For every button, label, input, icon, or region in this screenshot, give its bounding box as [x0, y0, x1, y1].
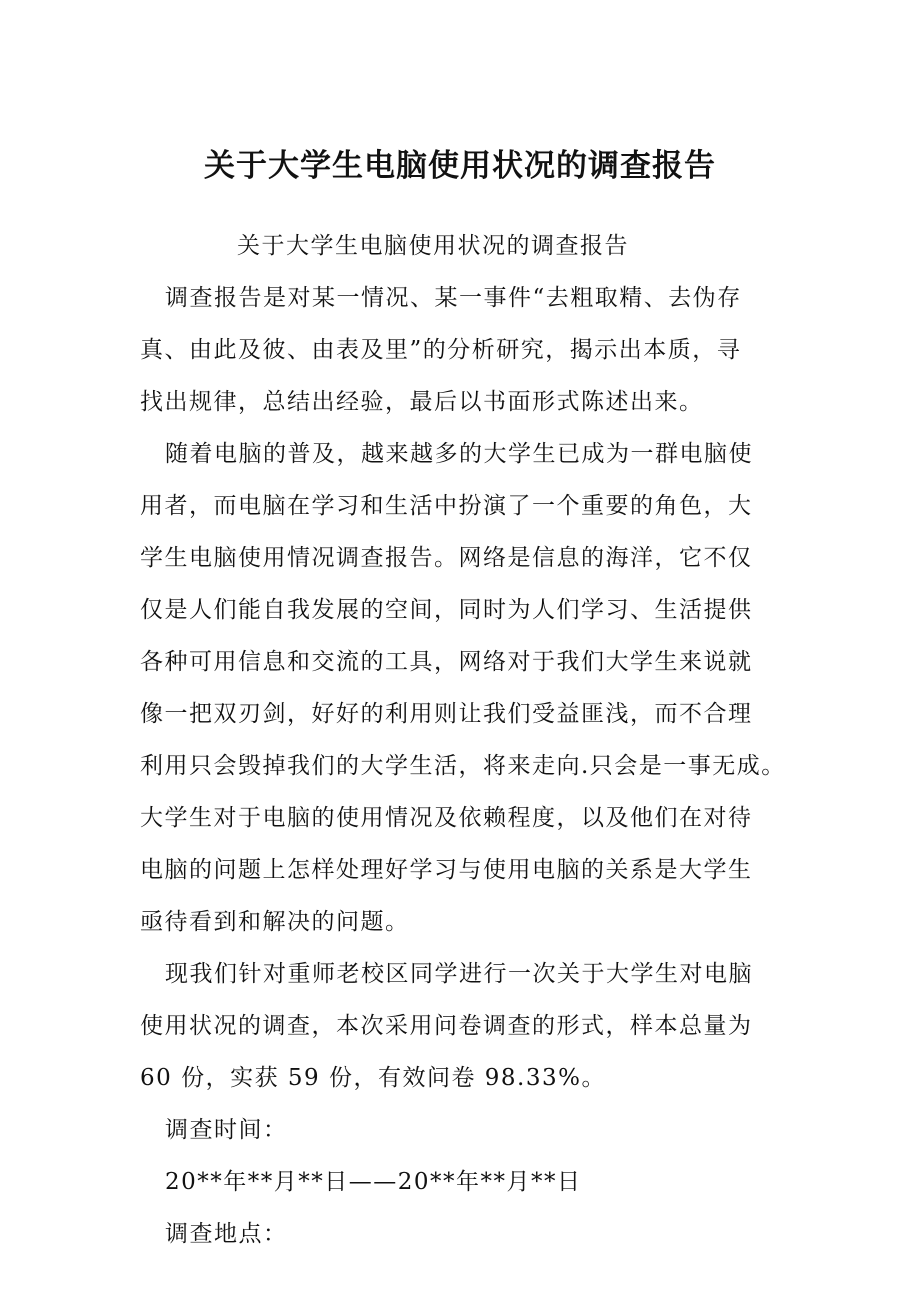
- text-line: 用者，而电脑在学习和生活中扮演了一个重要的角色，大: [140, 493, 753, 519]
- text-line: 关于大学生电脑使用状况的调查报告: [237, 233, 629, 259]
- text-line: 各种可用信息和交流的工具，网络对于我们大学生来说就: [140, 649, 753, 675]
- text-line: 60 份，实获 59 份，有效问卷 98.33%。: [140, 1065, 606, 1091]
- text-line: 找出规律，总结出经验，最后以书面形式陈述出来。: [140, 389, 704, 415]
- text-line: 20**年**月**日——20**年**月**日: [165, 1169, 582, 1195]
- text-line: 现我们针对重师老校区同学进行一次关于大学生对电脑: [165, 961, 753, 987]
- text-line: 利用只会毁掉我们的大学生活，将来走向.只会是一事无成。: [140, 753, 786, 779]
- text-line: 随着电脑的普及，越来越多的大学生已成为一群电脑使: [165, 441, 753, 467]
- text-line: 大学生对于电脑的使用情况及依赖程度，以及他们在对待: [140, 805, 753, 831]
- text-line: 电脑的问题上怎样处理好学习与使用电脑的关系是大学生: [140, 857, 753, 883]
- text-line: 调查报告是对某一情况、某一事件“去粗取精、去伪存: [165, 285, 742, 311]
- text-line: 真、由此及彼、由表及里”的分析研究，揭示出本质，寻: [140, 337, 742, 363]
- document-title: 关于大学生电脑使用状况的调查报告: [204, 148, 716, 184]
- text-line: 仅是人们能自我发展的空间，同时为人们学习、生活提供: [140, 597, 753, 623]
- text-line: 调查时间：: [165, 1117, 288, 1143]
- text-line: 学生电脑使用情况调查报告。网络是信息的海洋，它不仅: [140, 545, 753, 571]
- text-line: 使用状况的调查，本次采用问卷调查的形式，样本总量为: [140, 1013, 753, 1039]
- document-body: [140, 220, 800, 1260]
- text-line: 像一把双刃剑，好好的利用则让我们受益匪浅，而不合理: [140, 701, 753, 727]
- text-line: 调查地点：: [165, 1221, 288, 1247]
- text-line: 亟待看到和解决的问题。: [140, 909, 410, 935]
